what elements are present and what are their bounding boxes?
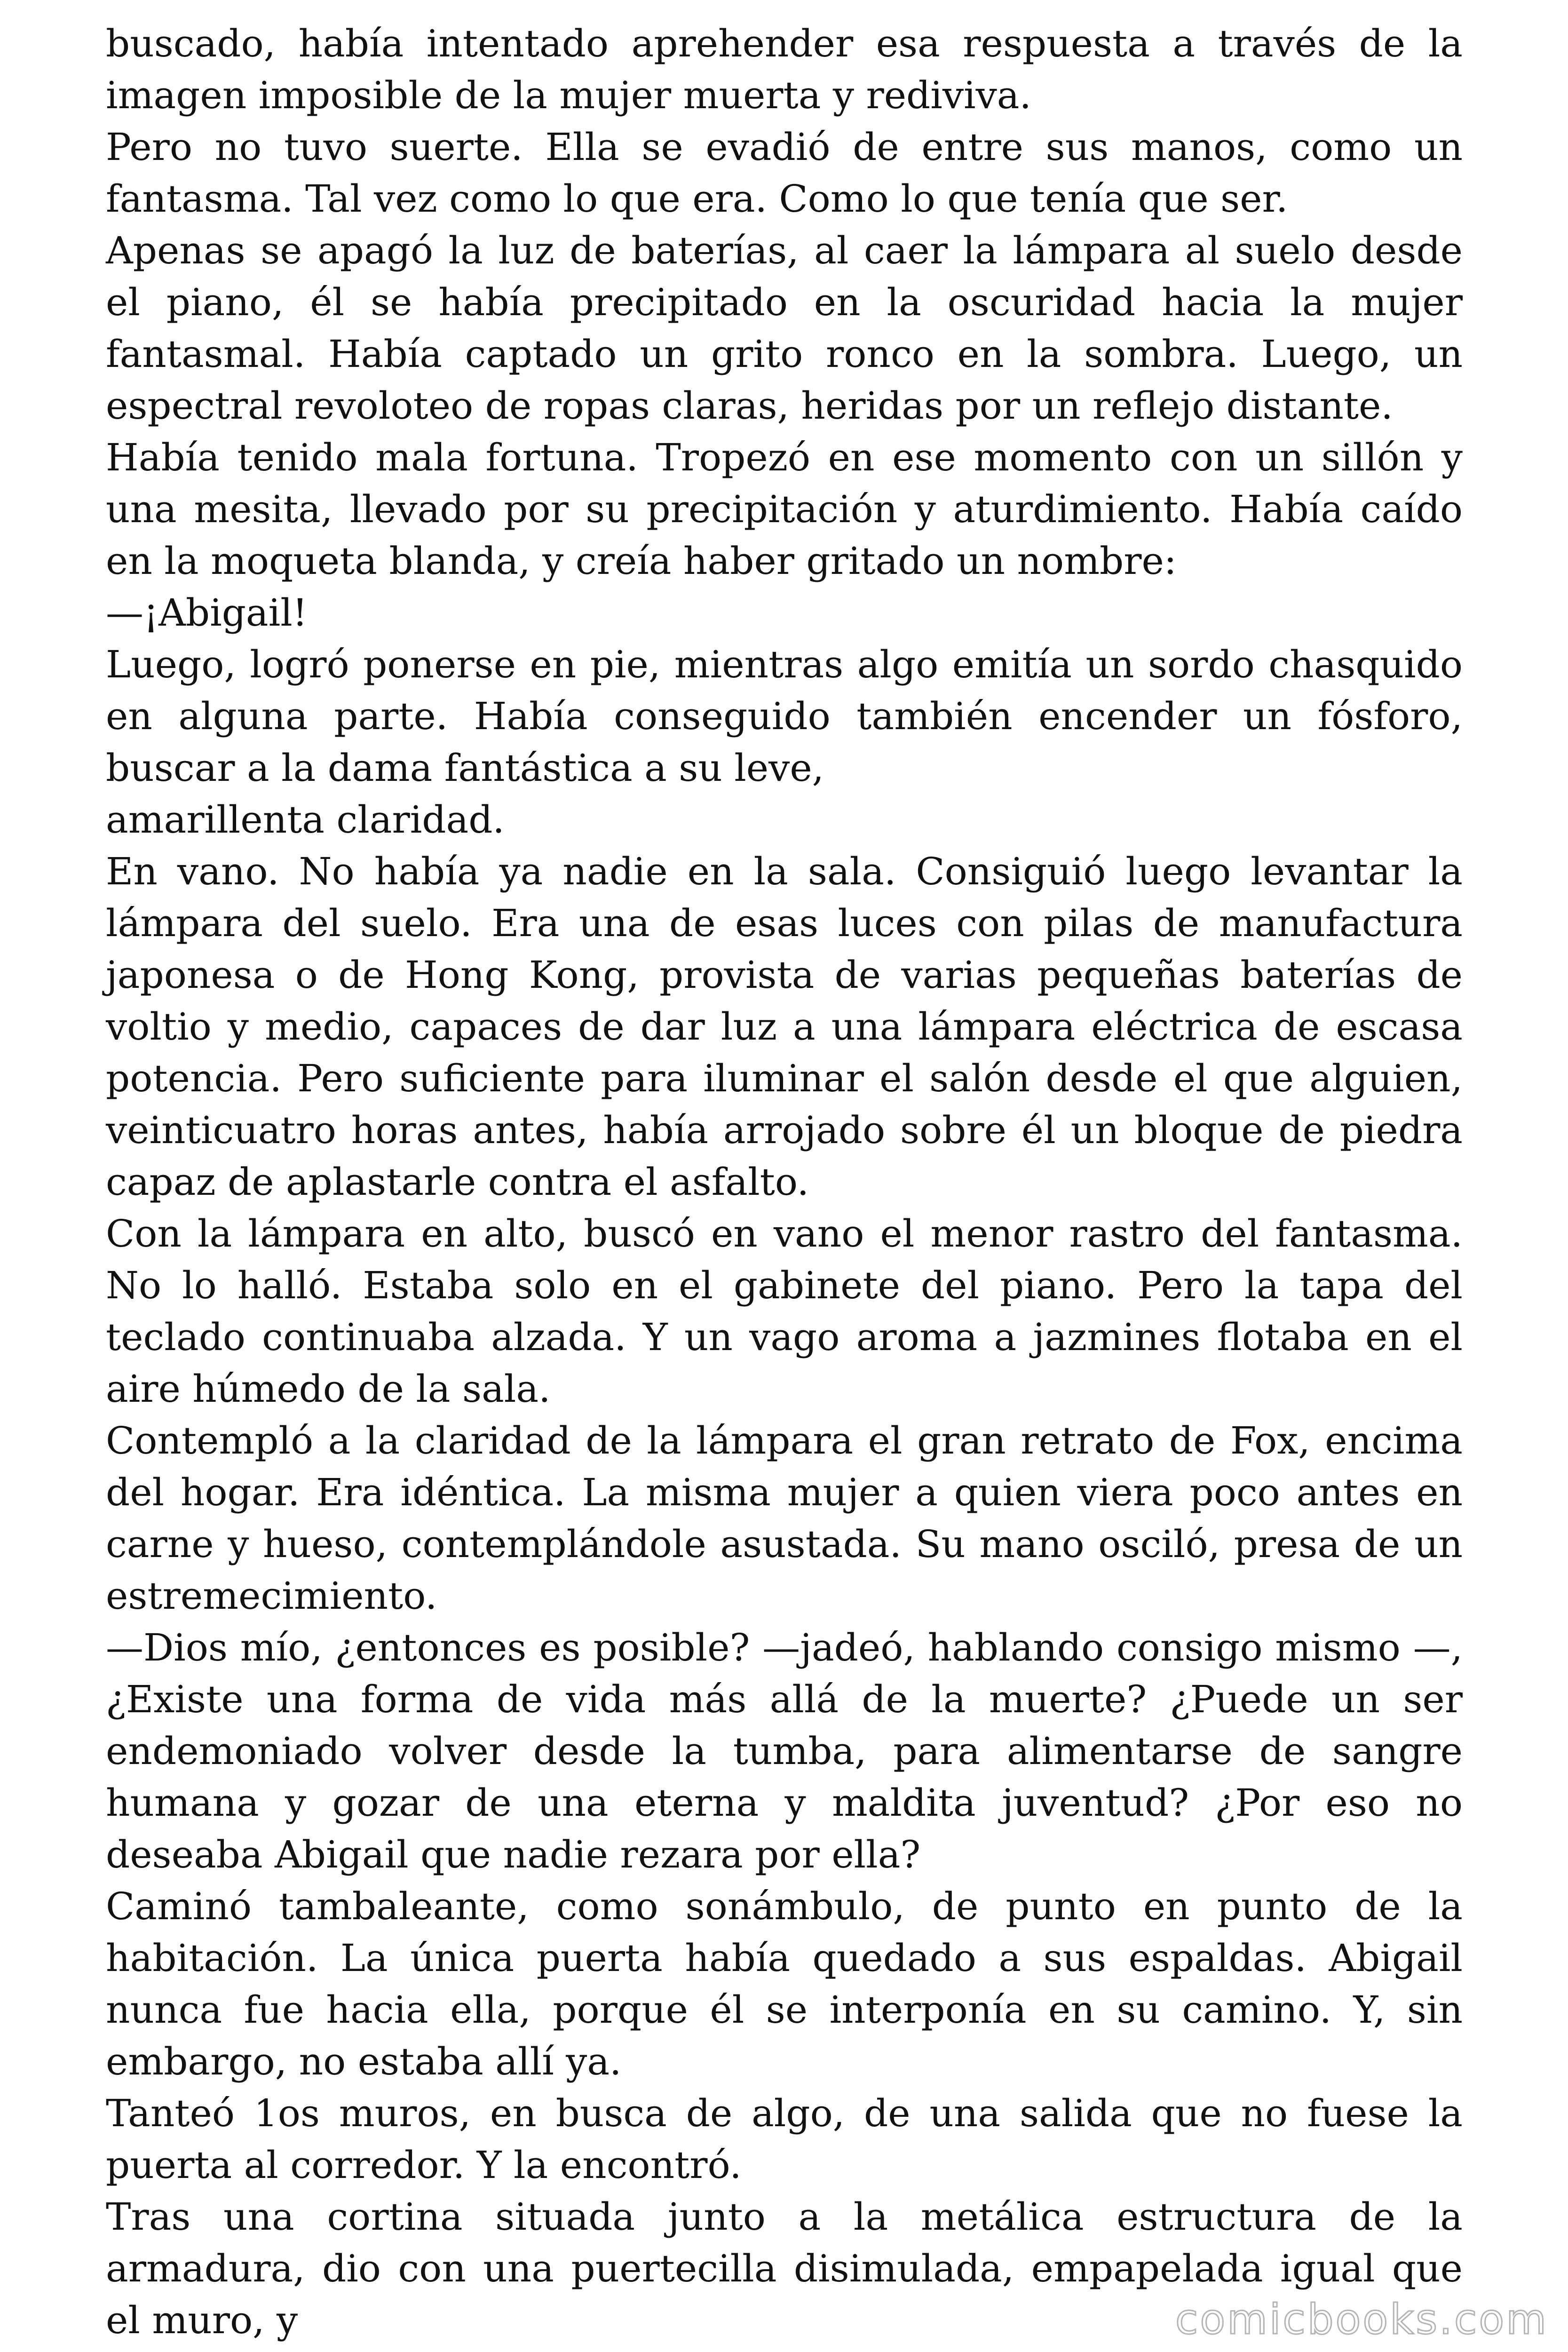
- paragraph: Pero no tuvo suerte. Ella se evadió de entre sus manos, como un fantasma. Tal vez como lo que era. Como lo que tenía que ser.: [106, 125, 1463, 221]
- paragraph: amarillenta claridad.: [106, 798, 505, 842]
- paragraph: buscado, había intentado aprehender esa respuesta a través de la imagen imposible de la mujer muerta y rediviva.: [106, 22, 1463, 117]
- paragraph: En vano. No había ya nadie en la sala. Consiguió luego levantar la lámpara del suelo. Era una de esas luces con pilas de manufactura japonesa o de Hong Kong, provista de varias pequeñas baterías de voltio y medio, capaces de dar luz a una lámpara eléctrica de escasa potencia. Pero suficiente para iluminar el salón desde el que alguien, veinticuatro horas antes, había arrojado sobre él un bloque de piedra capaz de aplastarle contra el asfalto.: [106, 850, 1463, 1204]
- dialogue-line: —¡Abigail!: [106, 591, 308, 635]
- paragraph: Tras una cortina situada junto a la metálica estructura de la armadura, dio con una puertecilla disimulada, empapelada igual que el muro, y: [106, 2195, 1463, 2342]
- document-body: [106, 18, 1463, 2346]
- paragraph: Tanteó 1os muros, en busca de algo, de una salida que no fuese la puerta al corredor. Y la encontró.: [106, 2091, 1463, 2187]
- watermark-logo: comicbooks.com: [1175, 2295, 1548, 2344]
- dialogue-paragraph: —Dios mío, ¿entonces es posible? —jadeó, hablando consigo mismo —, ¿Existe una forma de vida más allá de la muerte? ¿Puede un ser endemoniado volver desde la tumba, para alimentarse de sangre humana y gozar de una eterna y maldita juventud? ¿Por eso no deseaba Abigail que nadie rezara por ella?: [106, 1626, 1463, 1876]
- paragraph: Luego, logró ponerse en pie, mientras algo emitía un sordo chasquido en alguna parte. Había conseguido también encender un fósforo, buscar a la dama fantástica a su leve,: [106, 643, 1463, 790]
- paragraph: Con la lámpara en alto, buscó en vano el menor rastro del fantasma. No lo halló. Estaba solo en el gabinete del piano. Pero la tapa del teclado continuaba alzada. Y un vago aroma a jazmines flotaba en el aire húmedo de la sala.: [106, 1212, 1463, 1411]
- paragraph: Caminó tambaleante, como sonámbulo, de punto en punto de la habitación. La única puerta había quedado a sus espaldas. Abigail nunca fue hacia ella, porque él se interponía en su camino. Y, sin embargo, no estaba allí ya.: [106, 1884, 1463, 2083]
- paragraph: Apenas se apagó la luz de baterías, al caer la lámpara al suelo desde el piano, él se había precipitado en la oscuridad hacia la mujer fantasmal. Había captado un grito ronco en la sombra. Luego, un espectral revoloteo de ropas claras, heridas por un reflejo distante.: [106, 229, 1463, 428]
- paragraph: Había tenido mala fortuna. Tropezó en ese momento con un sillón y una mesita, llevado por su precipitación y aturdimiento. Había caído en la moqueta blanda, y creía haber gritado un nombre:: [106, 436, 1463, 583]
- paragraph: Contempló a la claridad de la lámpara el gran retrato de Fox, encima del hogar. Era idéntica. La misma mujer a quien viera poco antes en carne y hueso, contemplándole asustada. Su mano osciló, presa de un estremecimiento.: [106, 1419, 1463, 1618]
